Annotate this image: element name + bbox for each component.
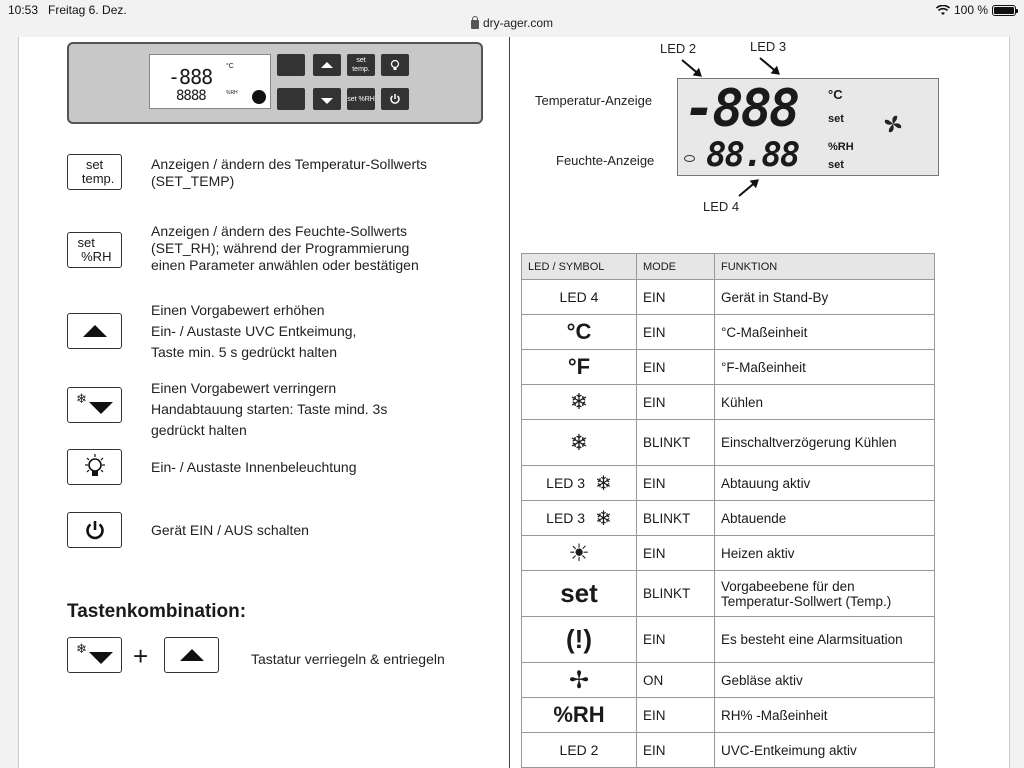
mode-cell: EIN <box>637 733 715 768</box>
controller-panel <box>67 42 483 124</box>
key-set-rh-label: set %RH <box>77 235 112 264</box>
set-icon: set <box>522 571 637 617</box>
function-cell: Vorgabeebene für den Temperatur-Sollwert (Temp.) <box>715 571 935 617</box>
arrow-down-icon <box>89 402 113 414</box>
defrost-icon: ❄ <box>595 472 612 495</box>
heating-sun-icon: ☀ <box>522 536 637 571</box>
table-row <box>522 536 935 571</box>
label-led2: LED 2 <box>660 41 697 56</box>
wifi-icon <box>936 5 950 16</box>
legend-desc-set-rh <box>151 223 419 274</box>
defrost-icon: ❄ <box>595 507 612 530</box>
mode-cell: BLINKT <box>637 420 715 466</box>
function-cell: Kühlen <box>715 385 935 420</box>
legend-line: Gerät EIN / AUS schalten <box>151 522 309 538</box>
key-power <box>67 512 122 548</box>
legend-line: Ein- / Austaste Innenbeleuchtung <box>151 459 357 475</box>
document-page <box>18 37 1010 768</box>
col-led-symbol: LED / SYMBOL <box>522 254 637 280</box>
address-bar[interactable] <box>0 16 1024 36</box>
lcd-unit-rh: %RH <box>828 141 854 153</box>
mode-cell: EIN <box>637 698 715 733</box>
table-row <box>522 663 935 698</box>
symbol-cell: LED 2 <box>522 733 637 768</box>
power-icon <box>84 519 106 541</box>
label-led4: LED 4 <box>703 199 740 214</box>
controller-key-set-rh: set %RH <box>347 88 375 110</box>
led-symbol-table <box>521 253 935 768</box>
legend-line: Ein- / Austaste UVC Entkeimung, <box>151 323 357 339</box>
mode-cell: EIN <box>637 280 715 315</box>
legend-desc-light <box>151 459 356 476</box>
symbol-cell: LED 4 <box>522 280 637 315</box>
controller-hum-digits: 8888 <box>176 88 206 104</box>
snowflake-icon: ❄ <box>76 391 87 406</box>
combo-key-up <box>164 637 219 673</box>
table-row <box>522 571 935 617</box>
fahrenheit-icon: °F <box>522 350 637 385</box>
combo-key-down <box>67 637 122 673</box>
table-header-row <box>522 254 935 280</box>
controller-display <box>149 54 271 109</box>
label-temperatur-anzeige: Temperatur-Anzeige <box>535 93 653 108</box>
controller-key-up <box>313 54 341 76</box>
legend-line: einen Parameter anwählen oder bestätigen <box>151 257 419 273</box>
snowflake-icon: ❄ <box>522 420 637 466</box>
led3-label: LED 3 <box>546 510 586 526</box>
table-row <box>522 385 935 420</box>
lcd-temp-digits: -888 <box>684 79 798 139</box>
table-row <box>522 280 935 315</box>
led3-label: LED 3 <box>546 475 586 491</box>
function-cell: Es besteht eine Alarmsituation <box>715 617 935 663</box>
legend-line: Handabtauung starten: Taste mind. 3s <box>151 401 388 417</box>
battery-percent: 100 % <box>953 3 988 17</box>
table-row <box>522 501 935 536</box>
label-feuchte-anzeige: Feuchte-Anzeige <box>556 153 655 168</box>
key-light <box>67 449 122 485</box>
led4-indicator <box>684 155 695 162</box>
arrow-down-icon <box>89 652 113 664</box>
controller-key-set-temp: set temp. <box>347 54 375 76</box>
legend-desc-power <box>151 522 309 539</box>
lcd-set-1: set <box>828 113 844 125</box>
function-cell: Abtauende <box>715 501 935 536</box>
key-set-temp-label: set temp. <box>74 157 115 186</box>
light-bulb-icon <box>388 58 402 72</box>
mode-cell: EIN <box>637 315 715 350</box>
col-funktion: FUNKTION <box>715 254 935 280</box>
rh-icon: %RH <box>522 698 637 733</box>
symbol-cell <box>522 466 637 501</box>
status-date: Freitag 6. Dez. <box>48 3 127 17</box>
key-set-temp <box>67 154 122 190</box>
controller-temp-unit: °C <box>226 63 234 70</box>
table-row <box>522 315 935 350</box>
table-row <box>522 617 935 663</box>
column-divider <box>509 37 510 768</box>
table-row <box>522 420 935 466</box>
snowflake-icon: ❄ <box>522 385 637 420</box>
status-time: 10:53 <box>8 3 39 17</box>
table-row <box>522 350 935 385</box>
col-mode: MODE <box>637 254 715 280</box>
mode-cell: EIN <box>637 536 715 571</box>
controller-hum-unit: %RH <box>226 90 238 96</box>
lock-icon <box>471 20 479 29</box>
arrow-up-icon <box>180 649 204 661</box>
snowflake-icon: ❄ <box>76 641 87 656</box>
plus-sign: + <box>133 641 149 671</box>
table-row <box>522 698 935 733</box>
arrow-led2 <box>681 59 701 76</box>
alarm-icon: (!) <box>522 617 637 663</box>
function-cell: Einschaltverzögerung Kühlen <box>715 420 935 466</box>
table-row <box>522 466 935 501</box>
legend-line: Taste min. 5 s gedrückt halten <box>151 344 337 360</box>
function-cell: Gerät in Stand-By <box>715 280 935 315</box>
battery-icon <box>992 5 1016 16</box>
mode-cell: EIN <box>637 466 715 501</box>
legend-line: Anzeigen / ändern des Feuchte-Sollwerts <box>151 223 408 239</box>
legend-desc-down <box>151 378 387 441</box>
function-cell: Heizen aktiv <box>715 536 935 571</box>
symbol-cell <box>522 501 637 536</box>
fan-icon: ✢ <box>522 663 637 698</box>
power-icon <box>389 93 401 105</box>
controller-key-light <box>381 54 409 76</box>
legend-line: Anzeigen / ändern des Temperatur-Sollwerts <box>151 156 428 172</box>
legend-line: (SET_RH); während der Programmierung <box>151 240 410 256</box>
legend-desc-set-temp <box>151 156 427 190</box>
legend-line: (SET_TEMP) <box>151 173 235 189</box>
mode-cell: BLINKT <box>637 571 715 617</box>
key-up <box>67 313 122 349</box>
mode-cell: BLINKT <box>637 501 715 536</box>
legend-line: Einen Vorgabewert erhöhen <box>151 302 325 318</box>
lcd-set-2: set <box>828 159 844 171</box>
mode-cell: EIN <box>637 350 715 385</box>
controller-key-blank-2 <box>277 88 305 110</box>
controller-temp-digits: -888 <box>168 65 213 89</box>
lcd-unit-c: °C <box>828 87 843 102</box>
mode-cell: ON <box>637 663 715 698</box>
function-cell: °F-Maßeinheit <box>715 350 935 385</box>
legend-line: Einen Vorgabewert verringern <box>151 380 337 396</box>
controller-key-down <box>313 88 341 110</box>
combination-heading: Tastenkombination: <box>67 601 247 622</box>
function-cell: Gebläse aktiv <box>715 663 935 698</box>
mode-cell: EIN <box>637 617 715 663</box>
status-right <box>936 3 1016 17</box>
light-bulb-icon <box>80 453 110 481</box>
label-led3: LED 3 <box>750 39 787 54</box>
lcd-display-diagram <box>677 78 939 176</box>
controller-logo-icon <box>252 90 266 104</box>
arrow-up-icon <box>83 325 107 337</box>
function-cell: UVC-Entkeimung aktiv <box>715 733 935 768</box>
fan-icon <box>882 113 904 135</box>
controller-key-power <box>381 88 409 110</box>
arrow-led4 <box>738 180 758 197</box>
combination-desc: Tastatur verriegeln & entriegeln <box>251 651 445 667</box>
function-cell: RH% -Maßeinheit <box>715 698 935 733</box>
celsius-icon: °C <box>522 315 637 350</box>
controller-key-blank-1 <box>277 54 305 76</box>
function-cell: °C-Maßeinheit <box>715 315 935 350</box>
arrow-led3 <box>759 57 779 74</box>
key-set-rh <box>67 232 122 268</box>
lcd-hum-digits: 88.88 <box>706 135 799 175</box>
table-row <box>522 733 935 768</box>
legend-desc-up <box>151 300 356 363</box>
mode-cell: EIN <box>637 385 715 420</box>
url-text: dry-ager.com <box>482 16 554 30</box>
key-down <box>67 387 122 423</box>
function-cell: Abtauung aktiv <box>715 466 935 501</box>
legend-line: gedrückt halten <box>151 422 247 438</box>
